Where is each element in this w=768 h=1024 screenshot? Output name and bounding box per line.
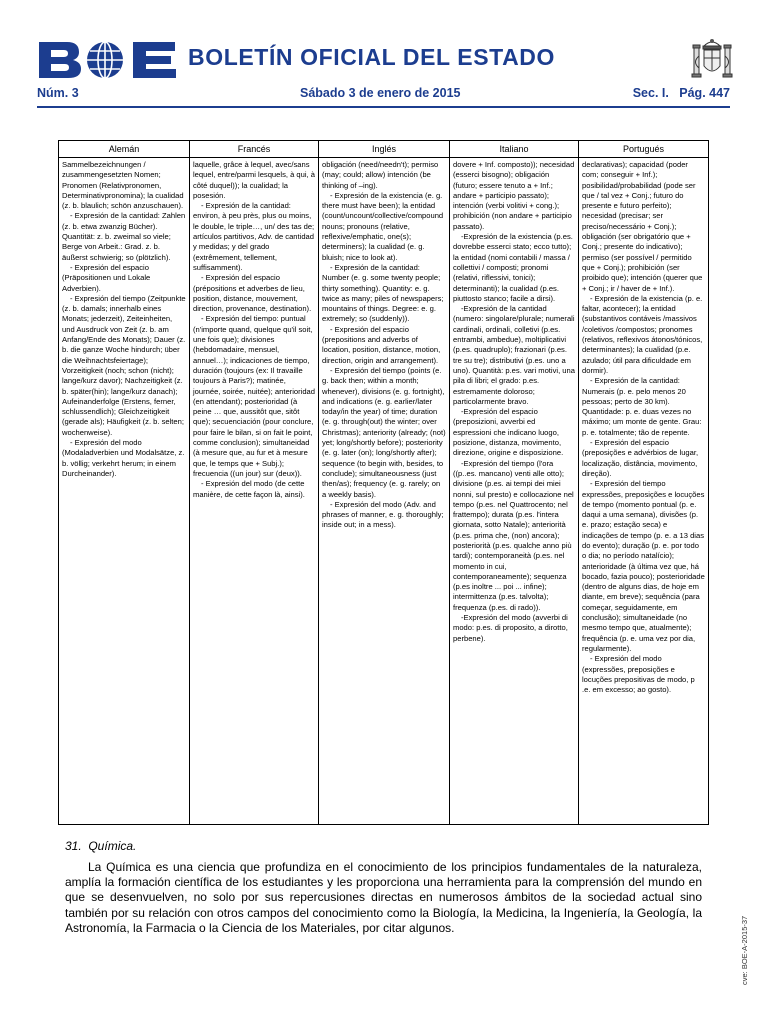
cell-paragraph: -Expresión del tiempo (l'ora ((p..es. mancano) venti alle otto); divisione (p.es. ai tempi dei miei nonni, sul presto) e collocazione nel tempo (p.es. nel Quattrocento; nel frattempo); durata (p.es. l'intera giornata, sotto Natale); anteriorità (p.es. prima che, (non) ancora); posteriorità (p.es. qualche anno più tardi); contemporaneità (p.es. nel momento in cui, contemporaneamente); sequenza (p.es inoltre ... poi ... infine); intermittenza (p.es. talvolta); frequenza (p.es. di rado)). bbox=[453, 458, 574, 612]
header-rule bbox=[37, 106, 730, 108]
cell-paragraph: dovere + Inf. composto)); necesidad (esserci bisogno); obligación (futuro; essere tenuto a + Inf.; andare + participio passato); intención (verbi volitivi + cong.); prohibición (non andare + participio passato). bbox=[453, 160, 575, 231]
column-header-ingles: Inglés bbox=[319, 141, 450, 158]
cell-paragraph: declarativas); capacidad (poder com; conseguir + Inf.); posibilidad/probabilidad (pode ser que / tal vez + Conj.; futuro do presente e futuro perfeito); necesidad (precisar; ser preciso/necessário + Conj.); obligación (ser obrigatório que + Conj.; presente do indicativo); permiso (ser possível / permitido que + Conj.); prohibición (ser proibido que); intención (querer que + Conj.; ir / haver de + Inf.). bbox=[582, 160, 703, 293]
cell-paragraph: - Expresión del tiempo expressões, preposições e locuções de tempo (momento pontual (p. e. daqui a uma semana), divisões (p. e. prazo; estação seca) e indicações de tempo (p. e. a 13 dias do evento); duração (p. e. por todo o dia; no período natalício); anterioridade (à última vez que, há bocado, fazia pouco); posterioridade (dentro de alguns dias, de hoje em diante, em breve); sequência (para começar, seguidamente, em conclusão); simultaneidade (no mesmo tempo que, atualmente); frequência (p. e. uma vez por dia, regularmente). bbox=[582, 479, 705, 653]
section-heading: 31. Química. bbox=[65, 839, 137, 853]
cell-ingles bbox=[319, 158, 450, 825]
coat-of-arms-icon bbox=[690, 36, 734, 87]
cell-paragraph: - Expresión del espacio (Präpositionen und Lokale Adverbien). bbox=[62, 262, 151, 293]
column-header-italiano: Italiano bbox=[450, 141, 579, 158]
cell-paragraph: - Expresión del tiempo (Zeitpunkte (z. b. damals; innerhalb eines Monats; jederzeit), Zeiteinheiten, und Ausdruck von Zeit (z. b. am Anfang/Ende des Monats); Dauer (z. b. die ganze Woche hindurch; über die Weihnachtsfeiertage); Vorzeitigkeit (noch; schon (nicht); lange/kurz davor); Nachzeitigkeit (z. b. später(hin); lange/kurz danach); Aufeinanderfolge (Erstens, ferner, schlussendlich); Gleichzeitigkeit (gerade als); Häufigkeit (z. b. selten; wochenweise). bbox=[62, 293, 186, 437]
cell-paragraph: -Expresión del modo (avverbi di modo: p.es. di proposito, a dirotto, perbene). bbox=[453, 613, 568, 643]
column-header-portugues: Portugués bbox=[579, 141, 709, 158]
column-header-frances: Francés bbox=[190, 141, 319, 158]
table-header-row bbox=[59, 141, 709, 158]
cell-paragraph: Sammelbezeichnungen / zusammengesetzten Nomen; Pronomen (Relativpronomen, Determinativpronomina); la cualidad (z. b. blaulich; schön anzuschauen). bbox=[62, 160, 184, 211]
cell-paragraph: - Expresión del tiempo: puntual (n'importe quand, quelque qu'il soit, une fois que); divisiones (hebdomadaire, mensuel, annuel…); indicaciones de tiempo, duración (toujours (ex: Il travaille toujours à Paris?); matinée, journée, soirée, nuitée); anterioridad (en attendant); posterioridad (à peine … que, aussitôt que, sitôt que); secuenciación (pour conclure, pour faire le bilan, si on fait le point, comme conclusion); simultaneidad (à mesure que, au fur et à mesure que, le temps que + Subj.); frecuencia ((un jour) sur (deux)). bbox=[193, 314, 315, 478]
cell-paragraph: - Expresión del espacio (prepositions and adverbs of location, position, distance, motion, direction, origin and arrangement). bbox=[322, 324, 441, 365]
column-header-aleman: Alemán bbox=[59, 141, 190, 158]
cell-frances bbox=[190, 158, 319, 825]
language-content-table bbox=[58, 140, 709, 825]
cell-paragraph: - Expresión del tiempo (points (e. g. back then; within a month; whenever), divisions (e. g. fortnight), and indications (e. g. earlier/later today/in the year) of time; duration (e. g. through(out) the winter; over Christmas); anteriority (already; (not) yet; long/shortly before); posteriority (e. g. later (on); long/shortly after); sequence (to begin with, besides, to conclude); simultaneousness (just then/as); frequency (e. g. rarely; on a weekly basis). bbox=[322, 365, 446, 499]
cell-paragraph: -Expresión de la existencia (p.es. dovrebbe esserci stato; ecco tutto); la entidad (nomi contabili / massa / collettivi / composti; pronomi (relativi, riflessivi, tonici); determinanti); la cualidad (p.es. piuttosto stanco; facile a dirsi). bbox=[453, 232, 573, 303]
cell-paragraph: - Expresión del modo (Adv. and phrases of manner, e. g. thoroughly; inside out; in a mess). bbox=[322, 499, 444, 530]
cell-aleman bbox=[59, 158, 190, 825]
cell-paragraph: - Expresión de la cantidad: Zahlen (z. b. etwa zwanzig Bücher). Quantität: z. b. zweimal so viele; Berge von Arbeit.: Grad. z. b. äußerst schwierig; so (plötzlich). bbox=[62, 211, 186, 262]
issue-date: Sábado 3 de enero de 2015 bbox=[300, 86, 461, 100]
cell-paragraph: - Expresión del modo (Modaladverbien und Modalsätze, z. b. völlig; verkehrt herum; in einem Durcheinander). bbox=[62, 438, 185, 478]
cell-paragraph: -Expresión del espacio (preposizioni, avverbi ed espressioni che indicano luogo, posizione, distanza, movimento, direzione, origine e disposizione. bbox=[453, 407, 564, 458]
cell-paragraph: - Expresión de la existencia (p. e. faltar, acontecer); la entidad (substantivos contáveis /massivos /coletivos /compostos; pronomes (relativos, reflexivos átonos/tónicos, determinantes); la cualidad (p.e. azulado; útil para dificuldade em dormir). bbox=[582, 293, 703, 375]
section-paragraph: La Química es una ciencia que profundiza en el conocimiento de los principios fundamentales de la naturaleza, amplía la formación científica de los estudiantes y les proporciona una herramienta para la comprensión del mundo en que se desenvuelven, no solo por sus repercusiones directas en numerosos ámbitos de la sociedad actual sino también por su relación con otros campos del conocimiento como la Biología, la Medicina, la Ingeniería, la Geología, la Astronomía, la Farmacia o la Ciencia de los Materiales, por citar algunos. bbox=[65, 860, 702, 935]
cell-paragraph: laquelle, grâce à lequel, avec/sans lequel, entre/parmi lesquels, à qui, à côté duquel)); la cualidad; la posesión. bbox=[193, 160, 315, 200]
table-row bbox=[59, 158, 709, 825]
cell-portugues bbox=[579, 158, 709, 825]
cell-italiano bbox=[450, 158, 579, 825]
section-page: Sec. I. Pág. 447 bbox=[632, 86, 730, 100]
boe-logo-graphic bbox=[37, 40, 179, 80]
coat-of-arms-graphic bbox=[690, 36, 734, 82]
boe-logo-icon bbox=[37, 40, 179, 85]
cell-paragraph: - Expresión del modo (de cette manière, de cette façon là, ainsi). bbox=[193, 479, 305, 499]
cell-paragraph: - Expresión de la existencia (e. g. there must have been); la entidad (count/uncount/collective/compound nouns; pronouns (relative, reflexive/emphatic, one(s); determiners); la cualidad (e. g. bluish; nice to look at). bbox=[322, 190, 444, 262]
cell-paragraph: obligación (need/needn't); permiso (may; could; allow) intención (be thinking of –ing). bbox=[322, 160, 439, 190]
cve-identifier: cve: BOE-A-2015-37 bbox=[740, 915, 749, 985]
cell-paragraph: - Expresión del espacio (prépositions et adverbes de lieu, position, distance, mouvement, direction, provenance, destination). bbox=[193, 273, 312, 314]
cell-paragraph: - Expresión de la cantidad: environ, à peu près, plus ou moins, le double, le triple…, un/ des tas de; artículos partitivos, Adv. de cantidad y medidas; y del grado (extrêmement, tellement, suffisamment). bbox=[193, 201, 315, 272]
publication-title: BOLETÍN OFICIAL DEL ESTADO bbox=[188, 44, 556, 70]
cell-paragraph: - Expresión del modo (expressões, preposições e locuções prepositivas de modo, p .e. em excesso; ao gosto). bbox=[582, 654, 695, 695]
cell-paragraph: - Expresión de la cantidad: Numerais (p. e. pelo menos 20 pessoas; perto de 30 km). Quantidade: p. e. duas vezes no máximo; um monte de gente. Grau: p. e. totalmente; tão de repente. bbox=[582, 376, 702, 437]
cell-paragraph: -Expresión de la cantidad (numero: singolare/plurale; numerali cardinali, ordinali, colletivi (p.es. entrambi, ambedue), moltiplicativi (p.es. quadruplo); frazionari (p.es. tre su tre); distributivi (p.es. uno a uno). Quantità: p.es. vari motivi, una pila di libri; el grado: p.es. estremamente doloroso; particolarmente bravo. bbox=[453, 304, 575, 406]
issue-number: Núm. 3 bbox=[37, 86, 79, 100]
cell-paragraph: - Expresión del espacio (preposições e advérbios de lugar, localização, distância, movimento, direção). bbox=[582, 438, 699, 478]
cell-paragraph: - Expresión de la cantidad: Number (e. g. some twenty people; thirty something). Quantity: e. g. twice as many; piles of newspapers; mountains of things. Degree: e. g. extremely; so (suddenly)). bbox=[322, 262, 444, 324]
issue-meta-row bbox=[37, 86, 730, 102]
